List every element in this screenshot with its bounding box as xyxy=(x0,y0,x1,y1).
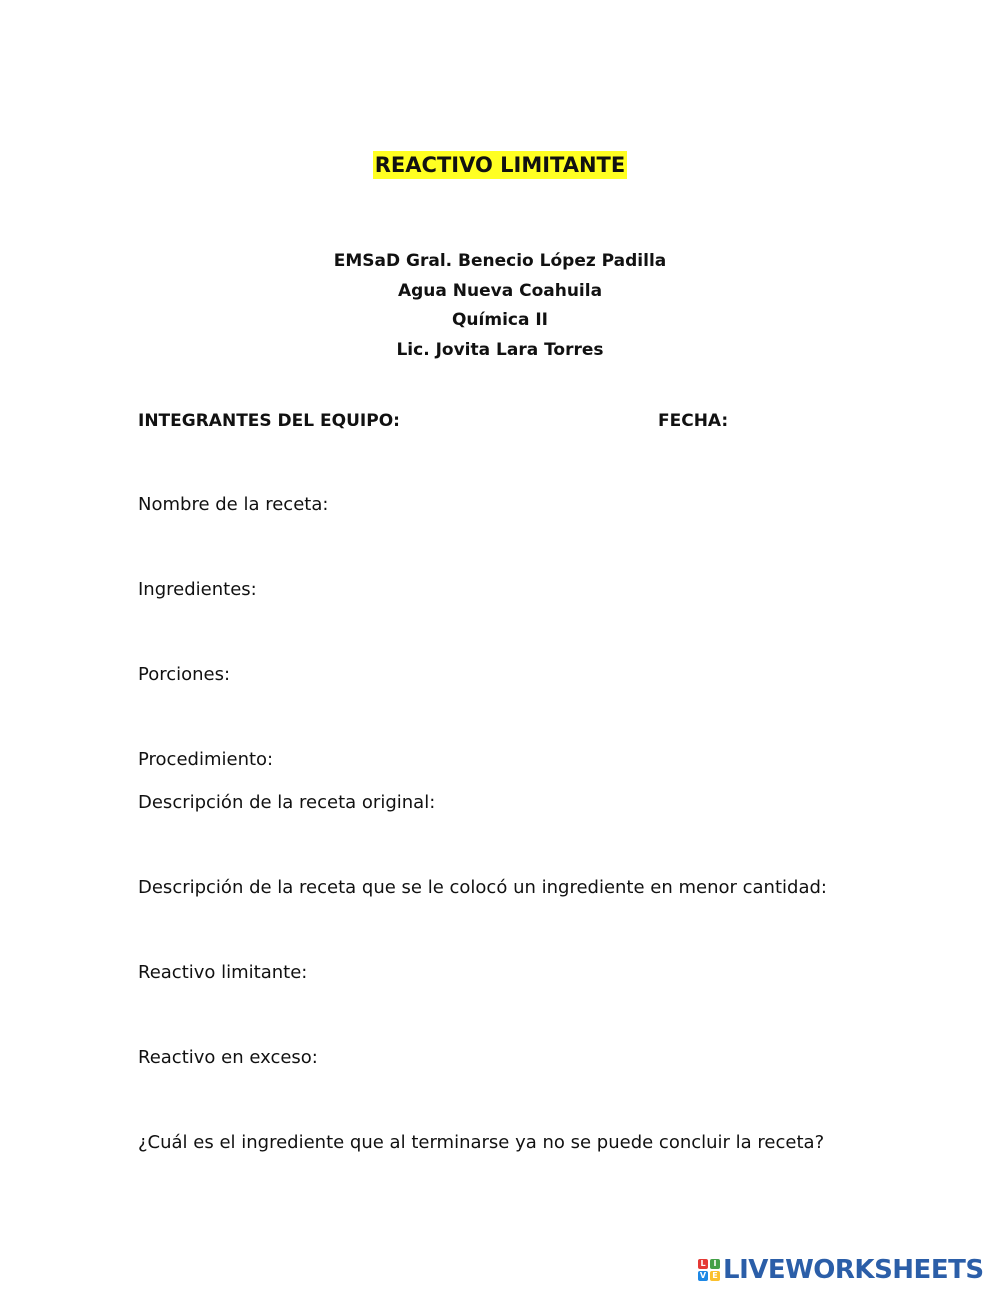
logo-tiles xyxy=(698,1259,720,1281)
subject-name: Química II xyxy=(451,310,549,330)
procedure-label: Procedimiento: xyxy=(138,749,274,770)
team-members-label: INTEGRANTES DEL EQUIPO: xyxy=(138,411,400,431)
liveworksheets-logo xyxy=(698,1255,984,1285)
logo-tile-l: L xyxy=(698,1259,708,1269)
reduced-description-label: Descripción de la receta que se le colocó un ingrediente en menor cantidad: xyxy=(138,877,827,898)
limiting-reagent-label: Reactivo limitante: xyxy=(138,962,308,983)
logo-text: LIVEWORKSHEETS xyxy=(723,1255,984,1285)
school-location: Agua Nueva Coahuila xyxy=(397,281,603,301)
excess-reagent-label: Reactivo en exceso: xyxy=(138,1047,318,1068)
teacher-name: Lic. Jovita Lara Torres xyxy=(396,340,604,360)
date-label: FECHA: xyxy=(658,411,729,431)
logo-tile-e: E xyxy=(710,1271,720,1281)
logo-tile-i: I xyxy=(710,1259,720,1269)
portions-label: Porciones: xyxy=(138,664,231,685)
worksheet-title xyxy=(0,153,1000,177)
recipe-name-label: Nombre de la receta: xyxy=(138,494,329,515)
worksheet-title-text: REACTIVO LIMITANTE xyxy=(374,153,626,177)
original-description-label: Descripción de la receta original: xyxy=(138,792,436,813)
limiting-question-label: ¿Cuál es el ingrediente que al terminarse ya no se puede concluir la receta? xyxy=(138,1132,825,1153)
logo-tile-v: V xyxy=(699,1271,707,1280)
ingredients-label: Ingredientes: xyxy=(138,579,257,600)
school-name: EMSaD Gral. Benecio López Padilla xyxy=(333,251,667,271)
